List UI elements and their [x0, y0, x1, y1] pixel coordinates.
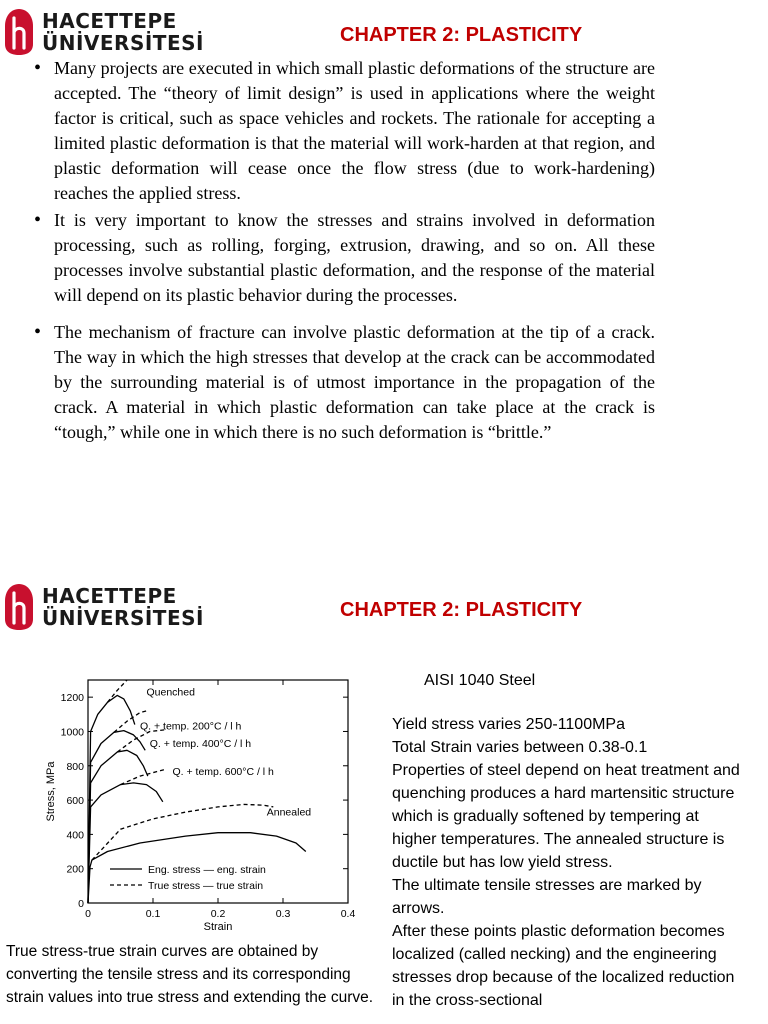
chapter-title: CHAPTER 2: PLASTICITY — [340, 599, 583, 621]
material-notes — [392, 713, 742, 1012]
bullet-item: • It is very important to know the stresses and strains involved in deformation processing, such as rolling, forging, extrusion, drawing, and so on. All these processes involve substantial plastic deformation, and the response of the material will depend on its plastic behavior during the processes. — [30, 208, 655, 308]
series-line-q-temp-200-c-l-h-solid — [88, 731, 145, 903]
x-tick-label: 0.2 — [210, 908, 226, 920]
series-line-quenched-solid — [88, 695, 135, 903]
series-line-q-temp-600-c-l-h-dashed — [121, 769, 167, 784]
series-line-q-temp-400-c-l-h-solid — [88, 750, 148, 903]
logo-line-2: ÜNİVERSİTESİ — [42, 606, 204, 630]
y-tick-label: 800 — [66, 760, 84, 773]
chapter-title: CHAPTER 2: PLASTICITY — [340, 24, 583, 46]
stress-strain-chart — [0, 670, 370, 945]
slide-2 — [0, 575, 768, 1024]
note-paragraph: Yield stress varies 250-1100MPa — [392, 716, 625, 733]
note-paragraph: Properties of steel depend on heat treatment and quenching produces a hard martensitic structure which is gradually softened by tempering at higher temperatures. The annealed structure is ductile but has low yield stress. — [392, 762, 740, 871]
note-paragraph: After these points plastic deformation becomes localized (called necking) and the engineering stresses drop because of the localized reduction in the cross-sectional — [392, 923, 735, 1009]
bullet-item: • Many projects are executed in which small plastic deformations of the structure are accepted. The “theory of limit design” is used in applications where the weight factor is critical, such as space vehicles and rockets. The rationale for accepting a limited plastic deformation is that the material will work-harden at that region, and plastic deformation will cease once the flow stress (due to work-hardening) reaches the applied stress. — [30, 56, 655, 206]
y-axis-label: Stress, MPa — [45, 761, 57, 822]
x-axis-label: Strain — [203, 921, 233, 933]
hacettepe-logo-icon — [4, 583, 34, 631]
y-tick-label: 0 — [78, 898, 84, 910]
note-paragraph: The ultimate tensile stresses are marked by arrows. — [392, 877, 702, 917]
x-tick-label: 0.3 — [275, 908, 291, 920]
legend-label: Eng. stress — eng. strain — [148, 864, 266, 876]
curve-label: Q. + temp. 200°C / l h — [140, 720, 242, 733]
y-tick-label: 1200 — [60, 692, 84, 705]
curve-label: Annealed — [266, 806, 312, 819]
legend-label: True stress — true strain — [148, 880, 264, 892]
logo-line-1: HACETTEPE — [42, 584, 177, 608]
y-tick-label: 1000 — [60, 726, 84, 739]
logo-line-2: ÜNİVERSİTESİ — [42, 31, 204, 55]
material-title: AISI 1040 Steel — [424, 672, 536, 689]
curve-label: Quenched — [146, 686, 195, 699]
university-logo — [4, 8, 204, 60]
bullet-list — [30, 56, 655, 445]
x-tick-label: 0 — [85, 908, 91, 920]
x-tick-label: 0.4 — [340, 908, 356, 920]
logo-line-1: HACETTEPE — [42, 9, 177, 33]
bullet-item: • The mechanism of fracture can involve plastic deformation at the tip of a crack. The way in which the high stresses that develop at the crack can be accommodated by the surrounding material is of utmost importance in the propagation of the crack. A material in which plastic deformation can take place at the crack is “tough,” while one in which there is no such deformation is “brittle.” — [30, 320, 655, 445]
y-tick-label: 200 — [66, 863, 84, 876]
curve-label: Q. + temp. 600°C / l h — [172, 766, 274, 779]
hacettepe-logo-icon — [4, 8, 34, 56]
curve-label: Q. + temp. 400°C / l h — [149, 737, 252, 750]
chart-caption: True stress-true strain curves are obtained by converting the tensile stress and its corresponding strain values into true stress and extending the curve. — [6, 943, 374, 1006]
x-tick-label: 0.1 — [145, 908, 161, 920]
y-tick-label: 600 — [66, 795, 84, 808]
university-logo — [4, 583, 204, 635]
note-paragraph: Total Strain varies between 0.38-0.1 — [392, 739, 648, 756]
y-tick-label: 400 — [66, 829, 84, 842]
